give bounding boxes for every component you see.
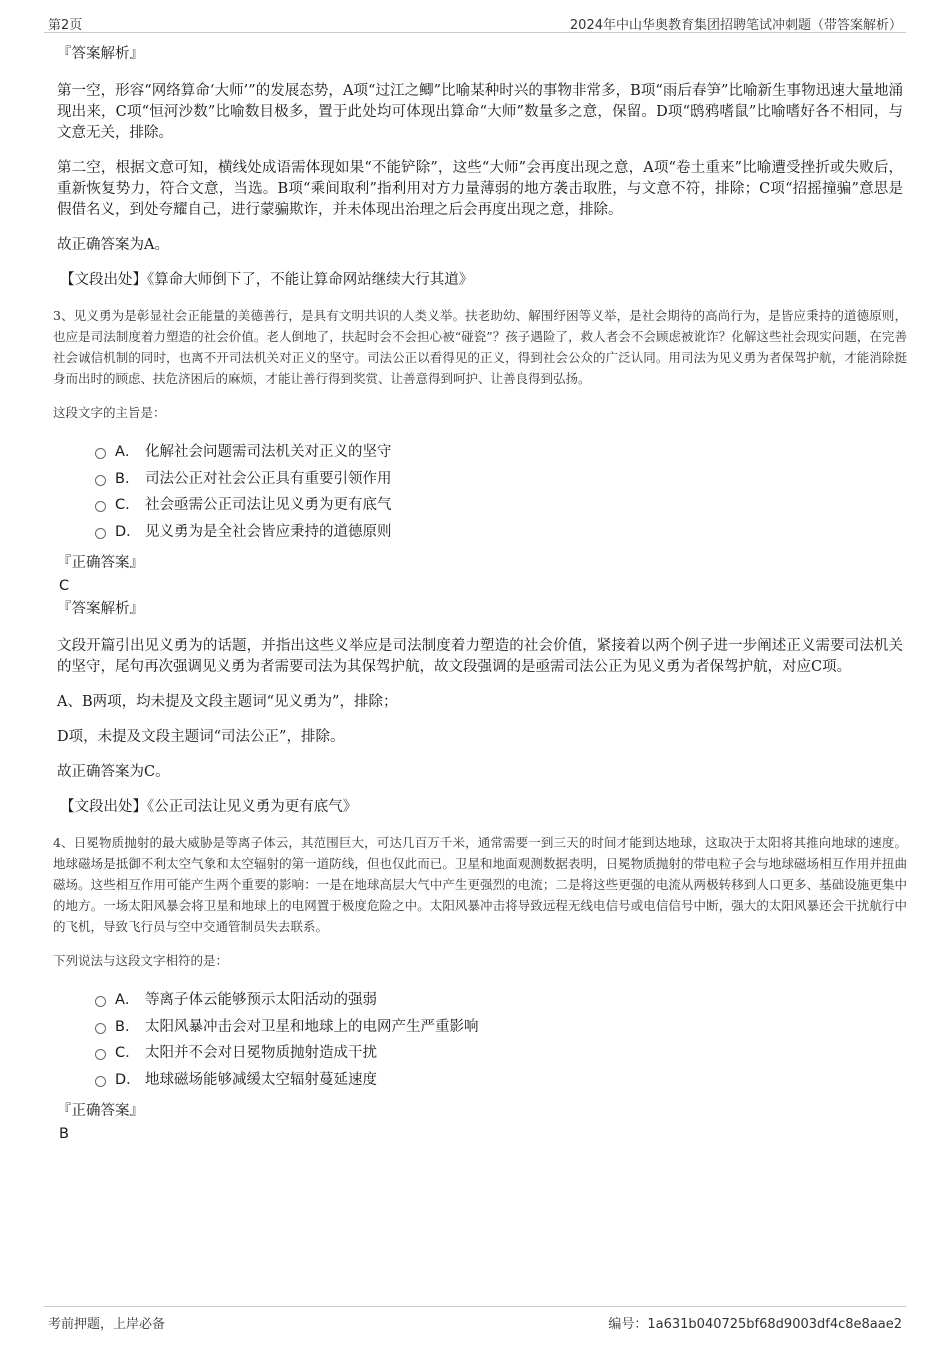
q3-analysis-3: D项，未提及文段主题词“司法公正”，排除。 [57, 729, 345, 745]
q4-text: 4、日冕物质抛射的最大威胁是等离子体云，其范围巨大，可达几百万千米，通常需要一到三天的时间才能到达地球，这取决于太阳将其推向地球的速度。地球磁场是抵御不利太空气象和太空辐射的第一道防线，但也仅此而已。卫星和地面观测数据表明，日冕物质抛射的带电粒子会与地球磁场相互作用并扭曲磁场。这些相互作用可能产生两个重要的影响：一是在地球高层大气中产生更强烈的电流；二是将这些更强的电流从两极转移到人口更多、基础设施更集中的地方。一场太阳风暴会将卫星和地球上的电网置于极度危险之中。太阳风暴冲击将导致远程无线电信号或电信信号中断，强大的太阳风暴还会干扰航行中的飞机，导致飞行员与空中交通管制员失去联系。 [53, 835, 907, 934]
q3-answer-label: 『正确答案』 [57, 555, 144, 571]
q3-option-a[interactable]: A． 化解社会问题需司法机关对正义的坚守 [95, 439, 903, 466]
q4-answer: B [59, 1126, 69, 1142]
q4-prompt: 下列说法与这段文字相符的是： [53, 953, 229, 968]
radio-button-icon[interactable] [95, 1023, 106, 1034]
radio-button-icon[interactable] [95, 528, 106, 539]
q3-option-b[interactable]: B． 司法公正对社会公正具有重要引领作用 [95, 466, 903, 493]
q3-answer: C [59, 578, 70, 594]
q4-options [95, 987, 903, 1093]
radio-button-icon[interactable] [95, 448, 106, 459]
radio-button-icon[interactable] [95, 996, 106, 1007]
q3-analysis-4: 故正确答案为C。 [57, 764, 170, 780]
document-body [53, 44, 907, 1147]
q4-option-d[interactable]: D． 地球磁场能够减缓太空辐射蔓延速度 [95, 1067, 903, 1094]
q3-analysis-label: 『答案解析』 [57, 601, 144, 617]
footer-slogan: 考前押题，上岸必备 [48, 1317, 166, 1332]
page-number: 第2页 [48, 18, 83, 33]
q2-source: 【文段出处】《算命大师倒下了，不能让算命网站继续大行其道》 [60, 272, 474, 288]
q2-analysis-label: 『答案解析』 [57, 46, 144, 62]
q2-analysis-1: 第一空，形容“网络算命‘大师’”的发展态势，A项“过江之鲫”比喻某种时兴的事物非常多，B项“雨后春笋”比喻新生事物迅速大量地涌现出来，C项“恒河沙数”比喻数目极多，置于此处均可体现出算命“大师”数量多之意，保留。D项“鸱鸦嗜鼠”比喻嗜好各不相同，与文意无关，排除。 [57, 83, 903, 141]
q2-analysis-2: 第二空，根据文意可知，横线处成语需体现如果“不能铲除”，这些“大师”会再度出现之意，A项“卷土重来”比喻遭受挫折或失败后，重新恢复势力，符合文意，当选。B项“乘间取利”指利用对方力量薄弱的地方袭击取胜，与文意不符，排除；C项“招摇撞骗”意思是假借名义，到处夸耀自己，进行蒙骗欺诈，并未体现出治理之后会再度出现之意，排除。 [57, 160, 903, 218]
page-footer [44, 1306, 906, 1332]
radio-button-icon[interactable] [95, 1049, 106, 1060]
q3-analysis-2: A、B两项，均未提及文段主题词“见义勇为”，排除； [57, 694, 398, 710]
radio-button-icon[interactable] [95, 501, 106, 512]
q3-option-c[interactable]: C． 社会亟需公正司法让见义勇为更有底气 [95, 492, 903, 519]
q2-analysis-3: 故正确答案为A。 [57, 237, 169, 253]
q3-prompt: 这段文字的主旨是： [53, 405, 166, 420]
q3-analysis-1: 文段开篇引出见义勇为的话题，并指出这些义举应是司法制度着力塑造的社会价值，紧接着以两个例子进一步阐述正义需要司法机关的坚守，尾句再次强调见义勇为者需要司法为其保驾护航，故文段强调的是亟需司法公正为见义勇为者保驾护航，对应C项。 [57, 638, 903, 675]
q4-answer-label: 『正确答案』 [57, 1103, 144, 1119]
radio-button-icon[interactable] [95, 1076, 106, 1087]
document-code: 编号：1a631b040725bf68d9003df4c8e8aae2 [608, 1317, 902, 1332]
q4-option-b[interactable]: B． 太阳风暴冲击会对卫星和地球上的电网产生严重影响 [95, 1014, 903, 1041]
q3-source: 【文段出处】《公正司法让见义勇为更有底气》 [60, 799, 358, 815]
q4-option-a[interactable]: A． 等离子体云能够预示太阳活动的强弱 [95, 987, 903, 1014]
q3-text: 3、见义勇为是彰显社会正能量的美德善行，是具有文明共识的人类义举。扶老助幼、解围纾困等义举，是社会期待的高尚行为，是皆应秉持的道德原则，也应是司法制度着力塑造的社会价值。老人倒地了，扶起时会不会担心被“碰瓷”？孩子遇险了，救人者会不会顾虑被讹诈？化解这些社会现实问题，在完善社会诚信机制的同时，也离不开司法机关对正义的坚守。司法公正以看得见的正义，得到社会公众的广泛认同。用司法为见义勇为者保驾护航，才能消除挺身而出时的顾虑、扶危济困后的麻烦，才能让善行得到奖赏、让善意得到呵护、让善良得到弘扬。 [53, 308, 907, 386]
q3-options [95, 439, 903, 545]
page-header [44, 12, 906, 33]
document-title: 2024年中山华奥教育集团招聘笔试冲刺题（带答案解析） [569, 18, 902, 33]
q4-option-c[interactable]: C． 太阳并不会对日冕物质抛射造成干扰 [95, 1040, 903, 1067]
q3-option-d[interactable]: D． 见义勇为是全社会皆应秉持的道德原则 [95, 519, 903, 546]
radio-button-icon[interactable] [95, 475, 106, 486]
